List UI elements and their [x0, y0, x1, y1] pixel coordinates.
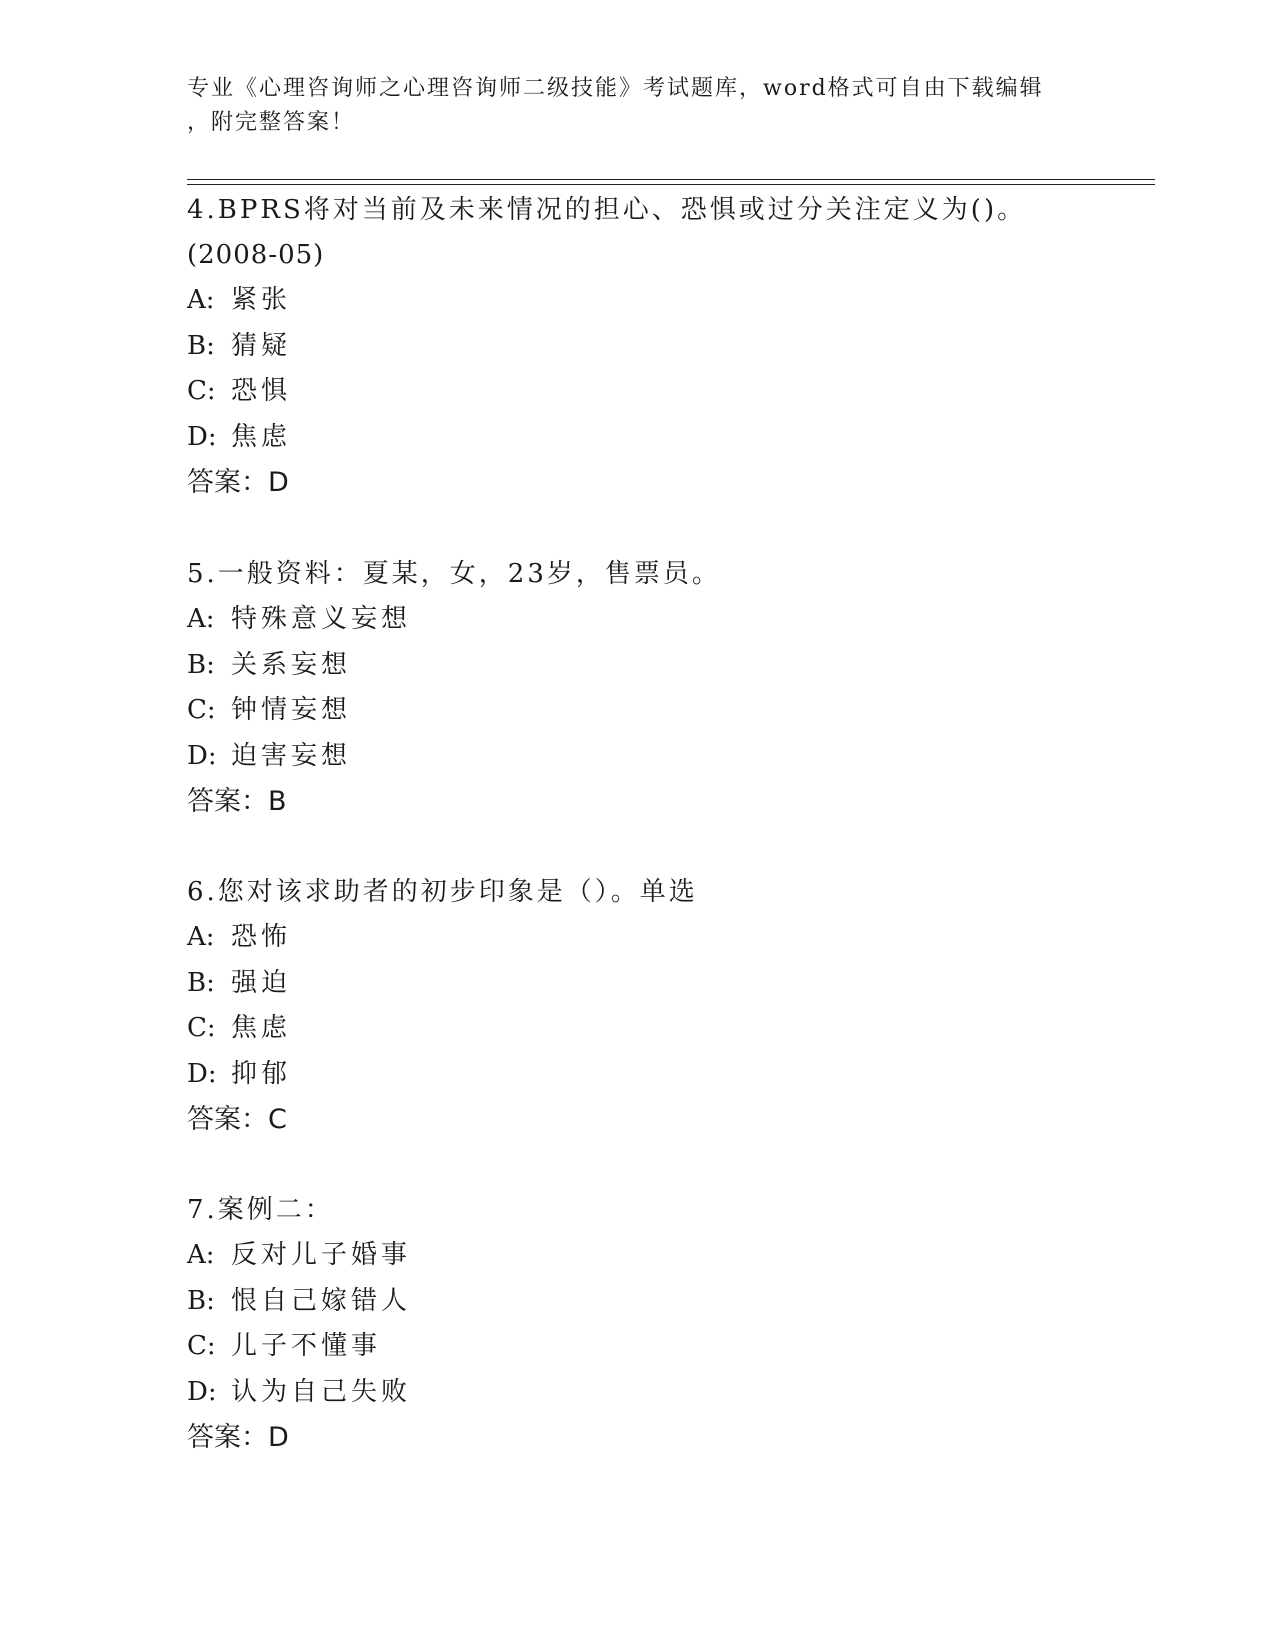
option-text: 迫害妄想 — [231, 740, 352, 771]
question-stem: 5.一般资料：夏某，女，23岁，售票员。 — [187, 559, 721, 589]
option-key: C: — [187, 1013, 216, 1043]
option-c — [187, 369, 1147, 415]
option-b — [187, 324, 1147, 370]
answer-line: 答案：C — [187, 1104, 287, 1135]
option-text: 恐惧 — [231, 376, 292, 406]
option-key: D: — [187, 1058, 217, 1089]
question-stem: 4.BPRS将对当前及未来情况的担心、恐惧或过分关注定义为()。 — [187, 195, 1027, 225]
option-a — [187, 915, 1147, 961]
question-7 — [187, 1188, 1147, 1461]
answer-line: 答案：D — [187, 1422, 289, 1453]
answer-line: 答案：D — [187, 467, 289, 498]
header-divider-top — [187, 179, 1155, 180]
option-d — [187, 1370, 1147, 1416]
option-key: B: — [187, 330, 215, 361]
option-text: 反对儿子婚事 — [231, 1240, 412, 1270]
option-text: 焦虑 — [231, 1013, 292, 1043]
option-text: 焦虑 — [231, 421, 292, 452]
option-d — [187, 1052, 1147, 1098]
option-text: 强迫 — [231, 967, 292, 998]
header-line-1: 专业《心理咨询师之心理咨询师二级技能》考试题库，word格式可自由下载编辑 — [187, 76, 1044, 101]
option-key: A: — [187, 285, 215, 315]
option-key: C: — [187, 695, 216, 725]
question-5 — [187, 552, 1147, 825]
question-source: (2008-05) — [187, 240, 325, 270]
option-a — [187, 1233, 1147, 1279]
option-key: B: — [187, 649, 215, 680]
option-text: 猜疑 — [231, 330, 292, 361]
document-header — [187, 72, 1087, 140]
option-c — [187, 688, 1147, 734]
option-key: A: — [187, 1240, 215, 1270]
option-key: C: — [187, 376, 216, 406]
question-stem: 7.案例二： — [187, 1195, 334, 1225]
option-b — [187, 1279, 1147, 1325]
option-key: C: — [187, 1331, 216, 1361]
option-text: 关系妄想 — [231, 649, 352, 680]
option-d — [187, 734, 1147, 780]
option-key: D: — [187, 740, 217, 771]
option-text: 认为自己失败 — [231, 1376, 412, 1407]
question-6 — [187, 870, 1147, 1143]
option-key: A: — [187, 922, 215, 952]
option-a — [187, 278, 1147, 324]
option-b — [187, 961, 1147, 1007]
option-key: D: — [187, 421, 217, 452]
header-divider-bottom — [187, 184, 1155, 185]
option-text: 恐怖 — [231, 922, 292, 952]
option-text: 恨自己嫁错人 — [231, 1285, 412, 1316]
option-text: 特殊意义妄想 — [231, 604, 412, 634]
option-d — [187, 415, 1147, 461]
option-text: 儿子不懂事 — [231, 1331, 382, 1361]
option-text: 紧张 — [231, 285, 292, 315]
option-key: D: — [187, 1376, 217, 1407]
answer-line: 答案：B — [187, 786, 287, 817]
option-text: 钟情妄想 — [231, 695, 352, 725]
option-key: A: — [187, 604, 215, 634]
option-c — [187, 1006, 1147, 1052]
option-text: 抑郁 — [231, 1058, 292, 1089]
option-key: B: — [187, 1285, 215, 1316]
option-a — [187, 597, 1147, 643]
header-line-2: ，附完整答案！ — [187, 110, 356, 135]
option-key: B: — [187, 967, 215, 998]
option-b — [187, 643, 1147, 689]
question-4 — [187, 188, 1147, 506]
option-c — [187, 1324, 1147, 1370]
question-stem: 6.您对该求助者的初步印象是（）。单选 — [187, 877, 698, 907]
